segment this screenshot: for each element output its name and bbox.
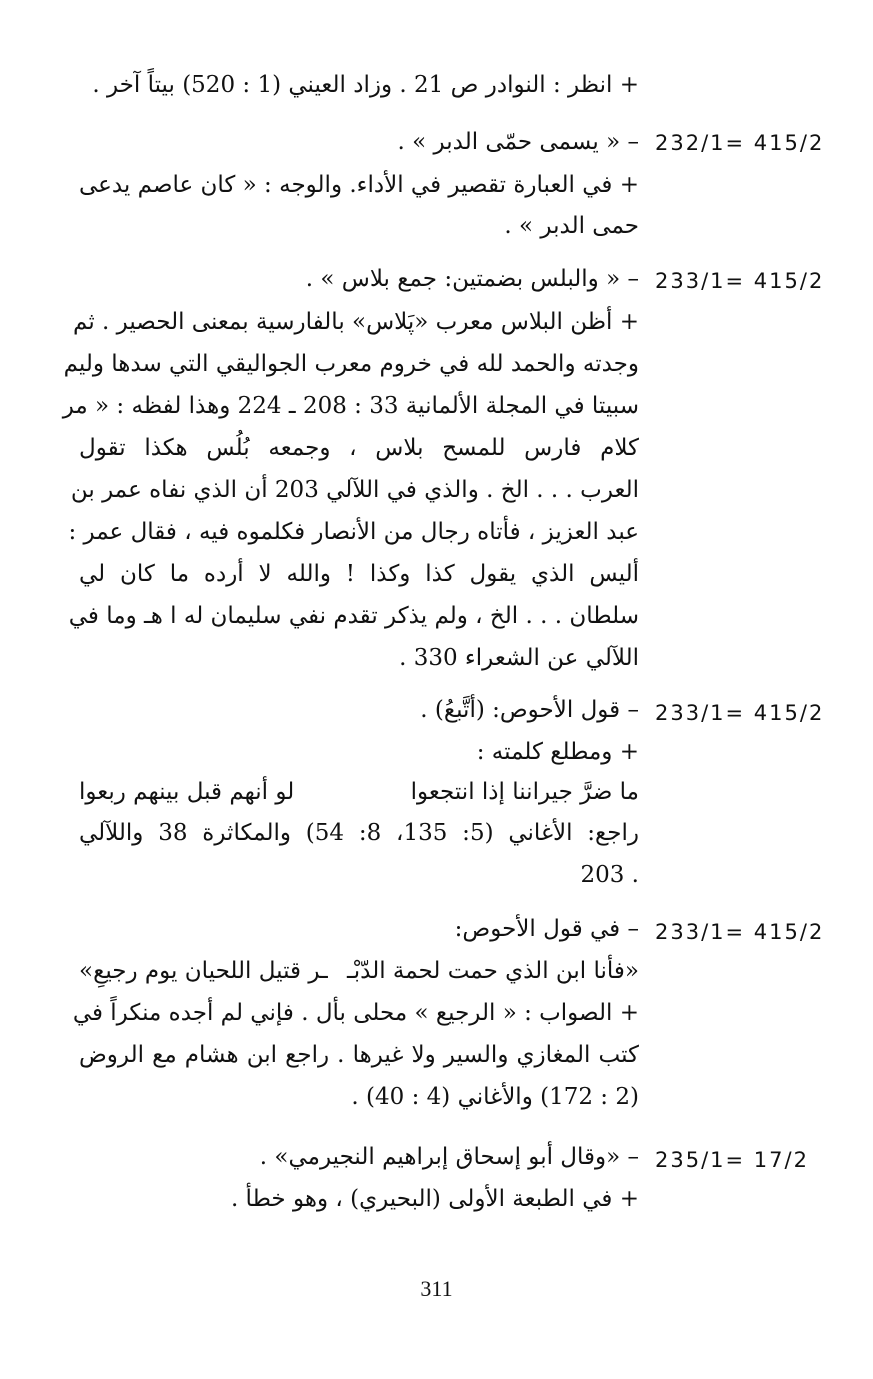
verse-second-hemistich: لو أنهم قبل بينهم ربعوا [79,779,295,805]
poetry-verse [79,960,639,983]
entry-text-line: حمى الدبر » . [504,213,639,239]
entry-text-line: . 203 [580,862,639,888]
entry-heading: – قول الأحوص: (أتَّبعُ) . [420,697,639,723]
poetry-verse [79,781,639,804]
entry-text-line: + ومطلع كلمته : [476,739,639,765]
entry-reference: 232/1= 415/2 [655,131,825,155]
entry-text-line: كلام فارس للمسح بلاس ، وجمعه بُلُس هكذا تقول [79,435,639,461]
top-note: + انظر : النوادر ص 21 . وزاد العيني (1 : 520) بيتاً آخر . [92,72,639,98]
verse-second-hemistich: ـر قتيل اللحيان يوم رجيعِ» [79,958,328,984]
entry-text-line: + أظن البلاس معرب «پَلاس» بالفارسية بمعنى الحصير . ثم [73,309,639,335]
entry-text-line: + الصواب : « الرجيع » محلى بأل . فإني لم أجده منكراً في [72,1000,639,1026]
entry-text-line: كتب المغازي والسير ولا غيرها . راجع ابن هشام مع الروض [79,1042,639,1068]
entry-heading: – « والبلس بضمتين: جمع بلاس » . [305,266,639,292]
entry-text-line: اللآلي عن الشعراء 330 . [399,645,639,671]
verse-first-hemistich: «فأنا ابن الذي حمت لحمة الدّبْـ [346,958,639,984]
verse-first-hemistich: ما ضرَّ جيراننا إذا انتجعوا [410,779,639,805]
entry-text-line: + في العبارة تقصير في الأداء. والوجه : « كان عاصم يدعى [78,172,639,198]
entry-text-line: + في الطبعة الأولى (البحيري) ، وهو خطأ . [230,1186,639,1212]
entry-text-line: راجع: الأغاني (5: 135، 8: 54) والمكاثرة 38 واللآلي [79,820,639,846]
entry-heading: – في قول الأحوص: [454,916,639,942]
entry-text-line: وجدته والحمد لله في خروم معرب الجواليقي التي سدها وليم [63,351,639,377]
entry-text-line: عبد العزيز ، فأتاه رجال من الأنصار فكلموه فيه ، فقال عمر : [68,519,639,545]
entry-text-line: سلطان . . . الخ ، ولم يذكر تقدم نفي سليمان له ا هـ وما في [68,603,639,629]
entry-reference: 235/1= 17/2 [655,1148,809,1172]
entry-text-line: (2 : 172) والأغاني (4 : 40) . [351,1084,639,1110]
entry-text-line: أليس الذي يقول كذا وكذا ! والله لا أرده ما كان لي [79,561,639,587]
entry-reference: 233/1= 415/2 [655,701,825,725]
entry-heading: – « يسمى حمّى الدبر » . [397,129,639,155]
entry-text-line: العرب . . . الخ . والذي في اللآلي 203 أن الذي نفاه عمر بن [70,477,639,503]
entry-reference: 233/1= 415/2 [655,269,825,293]
entry-text-line: سبيتا في المجلة الألمانية 33 : 208 ـ 224 وهذا لفظه : « مر [62,393,639,419]
page-number: 311 [420,1276,453,1301]
entry-heading: – «وقال أبو إسحاق إبراهيم النجيرمي» . [259,1144,639,1170]
entry-reference: 233/1= 415/2 [655,920,825,944]
